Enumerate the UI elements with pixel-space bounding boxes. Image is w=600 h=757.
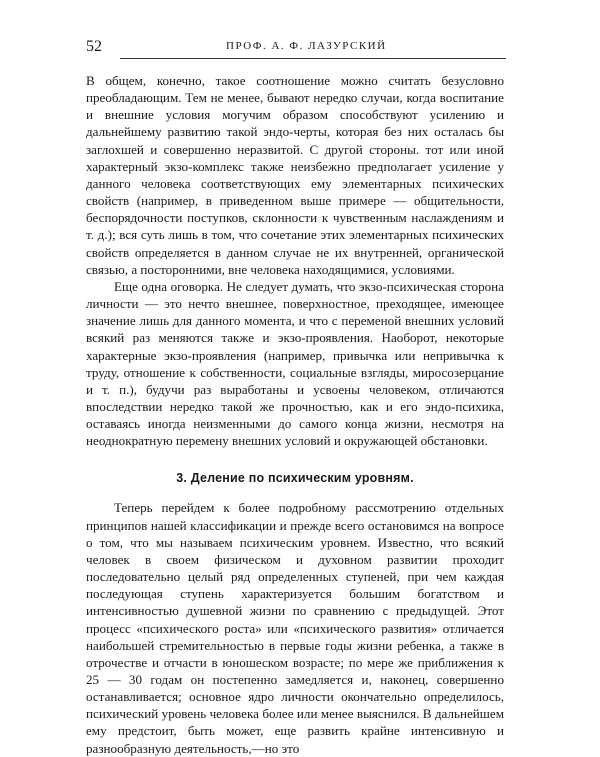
running-head: ПРОФ. А. Ф. ЛАЗУРСКИЙ (226, 40, 387, 52)
page-header (86, 36, 506, 58)
page-body (86, 72, 504, 757)
paragraph: В общем, конечно, такое соотношение можно считать безусловно преобладающим. Тем не менее, бывают нередко случаи, когда воспитание и внешние условия могучим образом способствуют усилению и дальнейшему развитию такой эндо-черты, которая без них осталась бы заглохшей и совершенно неразвитой. С другой стороны. тот или иной характерный экзо-комплекс также неизбежно предполагает усиление у данного человека соответствующих ему элементарных психических свойств (например, в приведенном выше примере — общительности, беспорядочности поступков, склонности к чувственным наслаждениям и т. д.); вся суть лишь в том, что сочетание этих элементарных психических свойств определяется в данном случае не их внутренней, органической связью, а посторонними, вне человека находящимися, условиями. (86, 73, 504, 277)
page-number: 52 (86, 38, 102, 55)
paragraph: Еще одна оговорка. Не следует думать, что экзо-психическая сторона личности — это нечто внешнее, поверхностное, преходящее, имеющее значение лишь для данного момента, и что с переменой внешних условий всякий раз меняются также и экзо-проявления. Наоборот, некоторые характерные экзо-проявления (например, привычка или непривычка к труду, отношение к собственности, социальные взгляды, миросозерцание и т. п.), будучи раз выработаны и усвоены человеком, отличаются впоследствии нередко такой же прочностью, как и его эндо-психика, оставаясь иногда неизменными до самого конца жизни, несмотря на неоднократную перемену внешних условий и окружающей обстановки. (86, 278, 504, 449)
header-rule (120, 58, 506, 59)
paragraph: Теперь перейдем к более подробному рассмотрению отдельных принципов нашей классификации и прежде всего остановимся на вопросе о том, что мы называем психическим уровнем. Известно, что всякий человек в своем физическом и духовном развитии проходит последовательно целый ряд определенных ступеней, при чем каждая последующая ступень характеризуется большим богатством и интенсивностью душевной жизни по сравнению с предыдущей. Этот процесс «психического роста» или «психического развития» отличается наибольшей стремительностью в первые годы жизни ребенка, а также в отрочестве и отчасти в юношеском возрасте; по мере же приближения к 25 — 30 годам он постепенно замедляется и, наконец, совершенно останавливается; основное ядро личности окончательно определилось, психический уровень человека более или менее выяснился. В дальнейшем ему предстоит, быть может, еще развить крайне интенсивную и разнообразную деятельность,—но это (86, 500, 504, 756)
section-heading: 3. Деление по психическим уровням. (176, 471, 414, 486)
